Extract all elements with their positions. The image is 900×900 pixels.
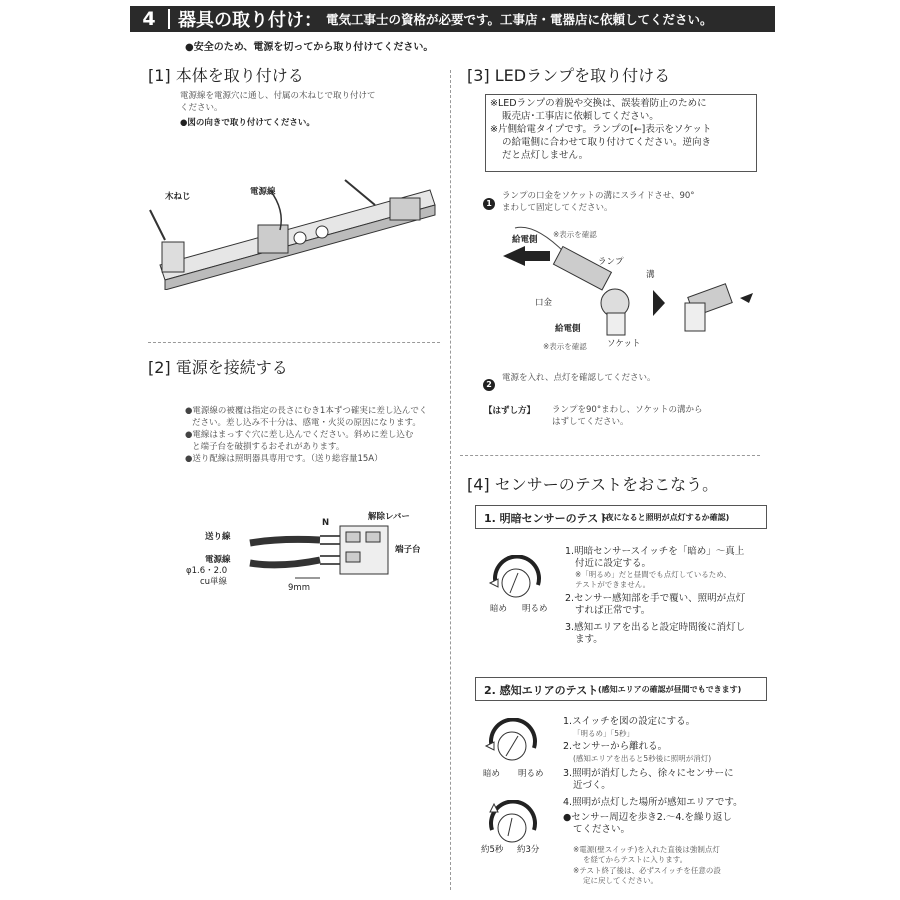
column-divider	[450, 70, 451, 890]
test2-note-3: ※テスト終了後は、必ずスイッチを任意の設	[573, 866, 721, 875]
section2-bullet-4: と端子台を破損するおそれがあります。	[192, 442, 345, 452]
test1-header-box	[475, 505, 767, 529]
dial3-label-3m: 約3分	[517, 845, 540, 855]
section-header-bar	[130, 6, 775, 32]
section-title: 器具の取り付け：	[178, 10, 322, 31]
label-cap: 口金	[535, 298, 553, 308]
section-divider-2	[460, 455, 760, 456]
test1-title: 1. 明暗センサーのテスト	[484, 512, 610, 525]
test1-line-2: 付近に設定する。	[575, 558, 652, 569]
section2-bullet-2: ださい。差し込み不十分は、感電・火災の原因になります。	[192, 418, 421, 428]
test2-line-4: 4.照明が点灯した場所が感知エリアです。	[563, 797, 743, 808]
brightness-dial-icon	[488, 555, 548, 605]
dial-label-bright: 明るめ	[522, 604, 548, 614]
section3-warning-box	[485, 94, 757, 172]
label-wire-spec-1: φ1.6・2.0	[186, 566, 228, 576]
test2-note-4: 定に戻してください。	[583, 876, 658, 885]
warn-line-4: の給電側に合わせて取り付けてください。逆向き	[502, 137, 712, 148]
test1-line-3: 2.センサー感知部を手で覆い、照明が点灯	[565, 593, 746, 604]
test1-sub-2: テストができません。	[575, 580, 651, 589]
remove-text-1: ランプを90°まわし、ソケットの溝から	[552, 405, 703, 415]
label-groove: 溝	[646, 270, 655, 280]
label-release-lever: 解除レバー	[368, 512, 410, 522]
dial2-label-bright: 明るめ	[518, 769, 544, 779]
test1-line-4: すれば正常です。	[575, 605, 651, 616]
test2-line-2-sub: (感知エリアを出ると5秒後に照明が消灯)	[573, 754, 712, 763]
warn-line-1: ※LEDランプの着脱や交換は、誤装着防止のために	[490, 98, 707, 109]
section-number: 4	[142, 8, 156, 30]
dial2-label-dark: 暗め	[483, 769, 501, 779]
remove-label: 【はずし方】	[484, 406, 536, 416]
label-power-cable: 電源線	[250, 187, 276, 197]
label-terminal-block: 端子台	[395, 545, 421, 555]
label-wood-screw: 木ねじ	[165, 192, 191, 202]
step1-text-1: ランプの口金をソケットの溝にスライドさせ、90°	[502, 191, 695, 201]
dial3-label-5s: 約5秒	[481, 845, 504, 855]
lamp-install-illustration	[495, 218, 765, 353]
section-divider-1	[148, 342, 440, 343]
warn-line-5: だと点灯しません。	[502, 150, 589, 161]
label-wire-spec-2: cu単線	[200, 577, 228, 587]
test1-sub-1: ※「明るめ」だと昼間でも点灯しているため、	[575, 570, 731, 579]
test2-note: (感知エリアの確認が昼間でもできます)	[598, 685, 742, 694]
test2-line-2: 2.センサーから離れる。	[563, 741, 668, 752]
label-check-mark-2: ※表示を確認	[543, 342, 587, 351]
test2-line-5a: ●センサー周辺を歩き2.～4.を繰り返し	[563, 812, 732, 823]
step2-text: 電源を入れ、点灯を確認してください。	[502, 373, 656, 383]
warn-line-3: ※片側給電タイプです。ランプの[←]表示をソケット	[490, 124, 712, 135]
label-feed-side-2: 給電側	[555, 324, 581, 334]
dial-label-dark: 暗め	[490, 604, 508, 614]
test2-note-1: ※電源(壁スイッチ)を入れた直後は強制点灯	[573, 845, 720, 854]
step1-badge: 1	[483, 191, 495, 210]
test2-header-box	[475, 677, 767, 701]
section2-bullet-3: ●電線はまっすぐ穴に差し込んでください。斜めに差し込む	[185, 430, 414, 440]
test2-line-3a: 3.照明が消灯したら、徐々にセンサーに	[563, 768, 734, 779]
label-power-wire: 電源線	[205, 555, 231, 565]
section-subtitle: 電気工事士の資格が必要です。工事店・電器店に依頼してください。	[326, 12, 713, 27]
label-check-mark: ※表示を確認	[553, 230, 597, 239]
test2-line-3b: 近づく。	[573, 780, 611, 791]
test2-line-1-sub: 「明るめ」「5秒」	[573, 729, 635, 738]
section2-title: [2] 電源を接続する	[148, 358, 288, 377]
label-lamp: ランプ	[598, 257, 624, 267]
remove-text-2: はずしてください。	[552, 417, 629, 427]
label-9mm: 9mm	[288, 583, 310, 593]
label-feed-side: 給電側	[512, 235, 538, 245]
test2-line-5b: てください。	[573, 824, 631, 835]
section1-text1: 電源線を電源穴に通し、付属の木ねじで取り付けて	[180, 91, 376, 101]
fixture-mount-illustration	[140, 170, 440, 290]
test1-line-1: 1.明暗センサースイッチを「暗め」～真上	[565, 546, 745, 557]
brightness-dial-icon-2	[484, 718, 544, 768]
section3-title: [3] LEDランプを取り付ける	[467, 66, 671, 85]
section2-bullet-1: ●電源線の被覆は指定の長さにむき1本ずつ確実に差し込んでく	[185, 406, 428, 416]
warn-line-2: 販売店･工事店に依頼してください。	[502, 111, 659, 122]
test2-line-1: 1.スイッチを図の設定にする。	[563, 716, 696, 727]
section1-title: [1] 本体を取り付ける	[148, 66, 304, 85]
safety-note: ●安全のため、電源を切ってから取り付けてください。	[185, 42, 434, 53]
section1-text3: ●図の向きで取り付けてください。	[180, 118, 315, 128]
test1-line-5: 3.感知エリアを出ると設定時間後に消灯し	[565, 622, 746, 633]
wiring-illustration	[240, 518, 400, 588]
header-divider	[168, 9, 170, 29]
test2-title: 2. 感知エリアのテスト	[484, 684, 599, 697]
section4-title: [4] センサーのテストをおこなう。	[467, 475, 719, 494]
step2-badge: 2	[483, 372, 495, 391]
test1-note: (夜になると照明が点灯するか確認)	[602, 513, 730, 522]
test2-note-2: を経てからテストに入ります。	[583, 855, 688, 864]
label-send-wire: 送り線	[205, 532, 231, 542]
section1-text2: ください。	[180, 103, 223, 113]
step1-text-2: まわして固定してください。	[502, 203, 613, 213]
label-socket: ソケット	[607, 339, 641, 349]
section2-bullet-5: ●送り配線は照明器具専用です。（送り総容量15A）	[185, 454, 383, 464]
test1-line-6: ます。	[575, 634, 603, 645]
label-n: N	[322, 518, 330, 528]
